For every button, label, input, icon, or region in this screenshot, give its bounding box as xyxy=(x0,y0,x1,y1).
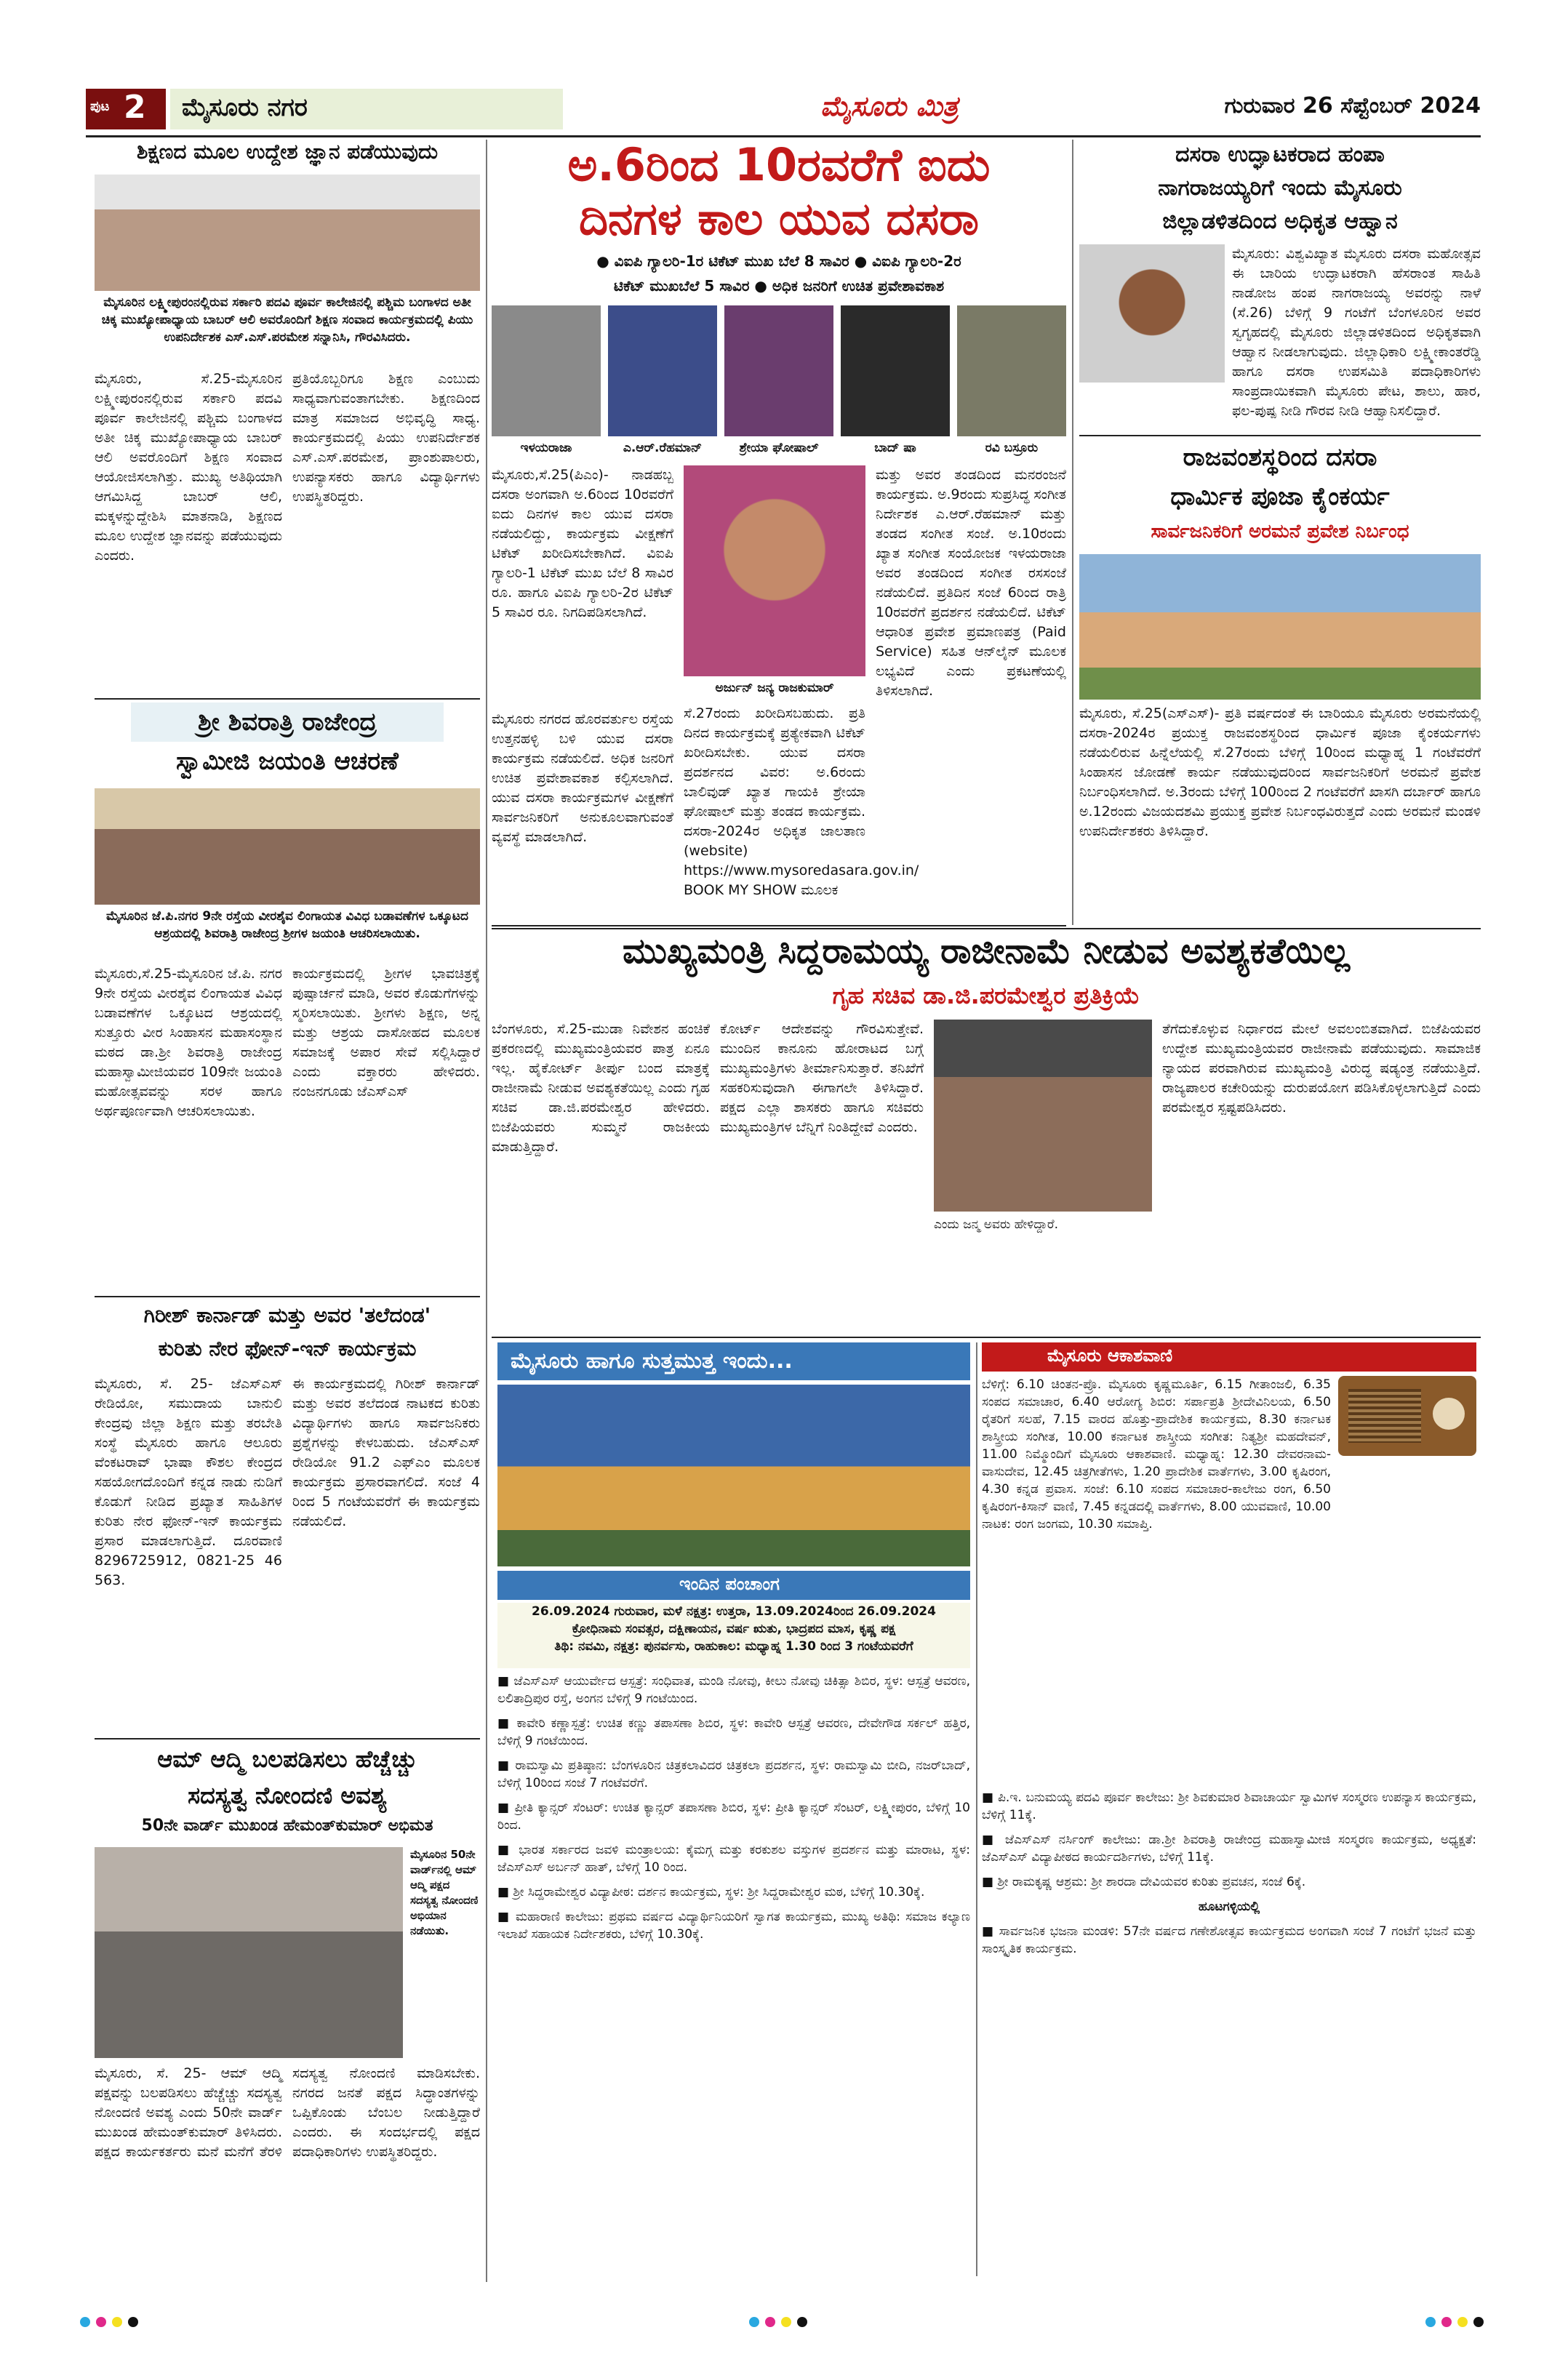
artist-name: ರವಿ ಬಸ್ರೂರು xyxy=(985,441,1039,455)
singer-photo xyxy=(684,465,865,676)
cm-kicker: ಗೃಹ ಸಚಿವ ಡಾ.ಜಿ.ಪರಮೇಶ್ವರ ಪ್ರತಿಕ್ರಿಯೆ xyxy=(832,982,1140,1009)
artist-name: ಶ್ರೇಯಾ ಘೋಷಾಲ್ xyxy=(739,441,819,455)
aap-headline-line1: ಆಮ್ ಆದ್ಮಿ ಬಲಪಡಿಸಲು ಹೆಚ್ಚೆಚ್ಚು xyxy=(157,1745,417,1773)
panchanga-line1: 26.09.2024 ಗುರುವಾರ, ಮಳೆ ನಕ್ಷತ್ರ: ಉತ್ತರಾ, 13.09.2024ರಿಂದ 26.09.2024 xyxy=(532,1604,936,1619)
palace-puja-body: ಮೈಸೂರು, ಸೆ.25(ಎಸ್ಎಸ್)- ಪ್ರತಿ ವರ್ಷದಂತೆ ಈ ಬಾರಿಯೂ ಮೈಸೂರು ಅರಮನೆಯಲ್ಲಿ ದಸರಾ-2024ರ ಪ್ರಯುಕ್ತ ರಾಜವಂಶಸ್ಥರಿಂದ ಧಾರ್ಮಿಕ ಪೂಜಾ ಕೈಂಕರ್ಯಗಳು ನಡೆಯಲಿರುವ ಹಿನ್ನೆಲೆಯಲ್ಲಿ ಸೆ.27ರಂದು ಬೆಳಿಗ್ಗೆ 10ರಿಂದ ಮಧ್ಯಾಹ್ನ 1 ಗಂಟೆವರೆಗೆ ಸಿಂಹಾಸನ ಜೋಡಣೆ ಕಾರ್ಯ ನಡೆಯುವುದರಿಂದ ಸಾರ್ವಜನಿಕರಿಗೆ ಅರಮನೆ ಪ್ರವೇಶ ನಿರ್ಬಂಧಿಸಲಾಗಿದೆ. ಅ.3ರಂದು ಬೆಳಿಗ್ಗೆ 100ರಿಂದ 2 ಗಂಟೆವರೆಗೆ ಖಾಸಗಿ ದರ್ಬಾರ್ ಹಾಗೂ ಅ.12ರಂದು ವಿಜಯದಶಮಿ ಪ್ರಯುಕ್ತ ಪ್ರವೇಶ ನಿರ್ಬಂಧವಿರುತ್ತದೆ ಎಂದು ಅರಮನೆ ಮಂಡಳಿ ಉಪನಿರ್ದೇಶಕರು ತಿಳಿಸಿದ್ದಾರೆ. xyxy=(1079,705,1481,839)
jayanti-headline-line1: ಶ್ರೀ ಶಿವರಾತ್ರಿ ರಾಜೇಂದ್ರ xyxy=(131,702,444,742)
divider xyxy=(1079,435,1481,436)
artist-photo-row xyxy=(492,305,1066,458)
radio-speaker-grille xyxy=(1348,1389,1421,1443)
jayanti-body-col1: ಮೈಸೂರು,ಸೆ.25-ಮೈಸೂರಿನ ಜೆ.ಪಿ. ನಗರ 9ನೇ ರಸ್ತೆಯ ವೀರಶೈವ ಲಿಂಗಾಯತ ವಿವಿಧ ಬಡಾವಣೆಗಳ ಒಕ್ಕೂಟದ ಆಶ್ರಯದಲ್ಲಿ ಸುತ್ತೂರು ವೀರ ಸಿಂಹಾಸನ ಮಹಾಸಂಸ್ಥಾನ ಮಠದ ಡಾ.ಶ್ರೀ ಶಿವರಾತ್ರಿ ರಾಜೇಂದ್ರ ಮಹಾಸ್ವಾಮೀಜಿಯವರ 109ನೇ ಜಯಂತಿ ಮಹೋತ್ಸವವನ್ನು ಸರಳ ಹಾಗೂ ಅರ್ಥಪೂರ್ಣವಾಗಿ ಆಚರಿಸಲಾಯಿತು. xyxy=(95,966,282,1119)
jayanti-photo-caption: ಮೈಸೂರಿನ ಜೆ.ಪಿ.ನಗರ 9ನೇ ರಸ್ತೆಯ ವೀರಶೈವ ಲಿಂಗಾಯತ ವಿವಿಧ ಬಡಾವಣೆಗಳ ಒಕ್ಕೂಟದ ಆಶ್ರಯದಲ್ಲಿ ಶಿವರಾತ್ರಿ ರಾಜೇಂದ್ರ ಶ್ರೀಗಳ ಜಯಂತಿ ಆಚರಿಸಲಾಯಿತು. xyxy=(106,909,468,941)
lead-body-col2: ಸೆ.27ರಂದು ಖರೀದಿಸಬಹುದು. ಪ್ರತಿ ದಿನದ ಕಾರ್ಯಕ್ರಮಕ್ಕೆ ಪ್ರತ್ಯೇಕವಾಗಿ ಟಿಕೆಟ್ ಖರೀದಿಸಬೇಕು. ಯುವ ದಸರಾ ಪ್ರದರ್ಶನದ ವಿವರ: ಅ.6ರಂದು ಬಾಲಿವುಡ್ ಖ್ಯಾತ ಗಾಯಕಿ ಶ್ರೇಯಾ ಘೋಷಾಲ್ ಮತ್ತು ತಂಡದ ಕಾರ್ಯಕ್ರಮ. ದಸರಾ-2024ರ ಅಧಿಕೃತ ಜಾಲತಾಣ (website) https://www.mysoredasara.gov.in/ BOOK MY SHOW ಮೂಲಕ xyxy=(684,705,919,898)
radio-header: ಮೈಸೂರು ಆಕಾಶವಾಣಿ xyxy=(982,1342,1476,1372)
column-divider xyxy=(1072,140,1073,925)
artist-name: ಬಾದ್ ಷಾ xyxy=(874,441,916,455)
cm-body-col2: ಕೋರ್ಟ್ ಆದೇಶವನ್ನು ಗೌರವಿಸುತ್ತೇವೆ. ಮುಂದಿನ ಕಾನೂನು ಹೋರಾಟದ ಬಗ್ಗೆ ಮುಖ್ಯಮಂತ್ರಿಗಳು ತೀರ್ಮಾನಿಸುತ್ತಾರೆ. ತನಿಖೆಗೆ ಸಹಕರಿಸುವುದಾಗಿ ಈಗಾಗಲೇ ತಿಳಿಸಿದ್ದಾರೆ. ಪಕ್ಷದ ಎಲ್ಲಾ ಶಾಸಕರು ಹಾಗೂ ಸಚಿವರು ಮುಖ್ಯಮಂತ್ರಿಗಳ ಬೆನ್ನಿಗೆ ನಿಂತಿದ್ದೇವೆ ಎಂದರು. xyxy=(720,1021,924,1135)
aap-kicker: 50ನೇ ವಾರ್ಡ್ ಮುಖಂಡ ಹೇಮಂತ್‌ಕುಮಾರ್ ಅಭಿಮತ xyxy=(141,1817,433,1835)
hampa-portrait xyxy=(1079,244,1225,383)
palace-puja-kicker: ಸಾರ್ವಜನಿಕರಿಗೆ ಅರಮನೆ ಪ್ರವೇಶ ನಿರ್ಬಂಧ xyxy=(1151,521,1409,543)
list-item: ■ ರಾಮಸ್ವಾಮಿ ಪ್ರತಿಷ್ಠಾನ: ಬೆಂಗಳೂರಿನ ಚಿತ್ರಕಲಾವಿದರ ಚಿತ್ರಕಲಾ ಪ್ರದರ್ಶನ, ಸ್ಥಳ: ರಾಮಸ್ವಾಮಿ ಬೀದಿ, ನಜರ್‌ಬಾದ್, ಬೆಳಿಗ್ಗೆ 10ರಿಂದ ಸಂಜೆ 7 ಗಂಟೆವರೆಗೆ. xyxy=(497,1758,970,1790)
aap-headline xyxy=(95,1741,480,1814)
masthead-rule xyxy=(86,135,1481,137)
parameshwara-photo xyxy=(934,1020,1152,1212)
story-education-headline: ಶಿಕ್ಷಣದ ಮೂಲ ಉದ್ದೇಶ ಜ್ಞಾನ ಪಡೆಯುವುದು xyxy=(136,140,439,164)
panchanga-header: ಇಂದಿನ ಪಂಚಾಂಗ xyxy=(497,1571,970,1600)
listing-header: ಮೈಸೂರು ಹಾಗೂ ಸುತ್ತಮುತ್ತ ಇಂದು... xyxy=(497,1342,970,1380)
hampa-body: ಮೈಸೂರು: ವಿಶ್ವವಿಖ್ಯಾತ ಮೈಸೂರು ದಸರಾ ಮಹೋತ್ಸವ ಈ ಬಾರಿಯ ಉದ್ಘಾಟಕರಾಗಿ ಹೆಸರಾಂತ ಸಾಹಿತಿ ನಾಡೋಜ ಹಂಪ ನಾಗರಾಜಯ್ಯ ಅವರನ್ನು ನಾಳೆ (ಸೆ.26) ಬೆಳಿಗ್ಗೆ 9 ಗಂಟೆಗೆ ಬೆಂಗಳೂರಿನ ಅವರ ಸ್ವಗೃಹದಲ್ಲಿ ಮೈಸೂರು ಜಿಲ್ಲಾಡಳಿತದಿಂದ ಅಧಿಕೃತವಾಗಿ ಆಹ್ವಾನ ನೀಡಲಾಗುವುದು. ಜಿಲ್ಲಾಧಿಕಾರಿ ಲಕ್ಷ್ಮೀಕಾಂತರೆಡ್ಡಿ ಹಾಗೂ ದಸರಾ ಉಪಸಮಿತಿ ಪದಾಧಿಕಾರಿಗಳು ಸಾಂಪ್ರದಾಯಿಕವಾಗಿ ಮೈಸೂರು ಪೇಟ, ಶಾಲು, ಹಾರ, ಫಲ-ಪುಷ್ಪ ನೀಡಿ ಗೌರವ ನೀಡಿ ಆಹ್ವಾನಿಸಲಿದ್ದಾರೆ. xyxy=(1232,246,1481,419)
artist-photo xyxy=(492,305,601,436)
list-item: ■ ಸಾರ್ವಜನಿಕ ಭಜನಾ ಮಂಡಳಿ: 57ನೇ ವರ್ಷದ ಗಣೇಶೋತ್ಸವ ಕಾರ್ಯಕ್ರಮದ ಅಂಗವಾಗಿ ಸಂಜೆ 7 ಗಂಟೆಗೆ ಭಜನೆ ಮತ್ತು ಸಾಂಸ್ಕೃತಿಕ ಕಾರ್ಯಕ್ರಮ. xyxy=(982,1924,1476,1956)
cm-headline: ಮುಖ್ಯಮಂತ್ರಿ ಸಿದ್ದರಾಮಯ್ಯ ರಾಜೀನಾಮೆ ನೀಡುವ ಅವಶ್ಯಕತೆಯಿಲ್ಲ xyxy=(622,931,1351,972)
divider xyxy=(95,698,480,700)
lead-body-col3: ಮತ್ತು ಅವರ ತಂಡದಿಂದ ಮನರಂಜನೆ ಕಾರ್ಯಕ್ರಮ. ಅ.9ರಂದು ಸುಪ್ರಸಿದ್ಧ ಸಂಗೀತ ನಿರ್ದೇಶಕ ಎ.ಆರ್.ರೆಹಮಾನ್ ಮತ್ತು ತಂಡದ ಸಂಗೀತ ಸಂಜೆ. ಅ.10ರಂದು ಖ್ಯಾತ ಸಂಗೀತ ಸಂಯೋಜಕ ಇಳಯರಾಜಾ ಅವರ ತಂಡದಿಂದ ಸಂಗೀತ ರಸಸಂಜೆ ನಡೆಯಲಿದೆ. ಪ್ರತಿದಿನ ಸಂಜೆ 6ರಿಂದ ರಾತ್ರಿ 10ರವರೆಗೆ ಪ್ರದರ್ಶನ ನಡೆಯಲಿದೆ. ಟಿಕೆಟ್ ಆಧಾರಿತ ಪ್ರವೇಶ ಪ್ರಮಾಣಪತ್ರ (Paid Service) ಸಹಿತ ಆನ್‌ಲೈನ್ ಮೂಲಕ ಲಭ್ಯವಿದೆ ಎಂದು ಪ್ರಕಟಣೆಯಲ್ಲಿ ತಿಳಿಸಲಾಗಿದೆ. xyxy=(876,467,1066,699)
jayanti-event-photo xyxy=(95,788,480,905)
education-event-photo xyxy=(95,175,480,291)
issue-date: ಗುರುವಾರ 26 ಸೆಪ್ಟೆಂಬರ್ 2024 xyxy=(1224,93,1481,119)
panchanga-line2: ಕ್ರೋಧಿನಾಮ ಸಂವತ್ಸರ, ದಕ್ಷಿಣಾಯನ, ವರ್ಷ ಋತು, ಭಾದ್ರಪದ ಮಾಸ, ಕೃಷ್ಣ ಪಕ್ಷ xyxy=(572,1622,896,1636)
divider xyxy=(95,1296,480,1297)
events-list xyxy=(497,1673,970,2276)
lead-body-col1: ಮೈಸೂರು,ಸೆ.25(ಪಿಎಂ)- ನಾಡಹಬ್ಬ ದಸರಾ ಅಂಗವಾಗಿ ಅ.6ರಿಂದ 10ರವರೆಗೆ ಐದು ದಿನಗಳ ಕಾಲ ಯುವ ದಸರಾ ನಡೆಯಲಿದ್ದು, ಕಾರ್ಯಕ್ರಮ ವೀಕ್ಷಣೆಗೆ ಟಿಕೆಟ್ ಖರೀದಿಸಬೇಕಾಗಿದೆ. ವಿಐಪಿ ಗ್ಯಾಲರಿ-1 ಟಿಕೆಟ್ ಮುಖ ಬೆಲೆ 8 ಸಾವಿರ ರೂ. ಹಾಗೂ ವಿಐಪಿ ಗ್ಯಾಲರಿ-2ರ ಟಿಕೆಟ್ 5 ಸಾವಿರ ರೂ. ನಿಗದಿಪಡಿಸಲಾಗಿದೆ. xyxy=(492,467,673,620)
phone-in-headline-line2: ಕುರಿತು ನೇರ ಫೋನ್-ಇನ್ ಕಾರ್ಯಕ್ರಮ xyxy=(158,1337,417,1361)
list-item: ■ ಶ್ರೀ ಸಿದ್ದರಾಮೇಶ್ವರ ವಿದ್ಯಾಪೀಠ: ದರ್ಶನ ಕಾರ್ಯಕ್ರಮ, ಸ್ಥಳ: ಶ್ರೀ ಸಿದ್ದರಾಮೇಶ್ವರ ಮಠ, ಬೆಳಿಗ್ಗೆ 10.30ಕ್ಕೆ. xyxy=(497,1885,925,1899)
paper-name: ಮೈಸೂರು ಮಿತ್ರ xyxy=(820,90,959,122)
jayanti-headline xyxy=(95,702,480,784)
page-label: ಪುಟ xyxy=(90,99,110,114)
list-item: ■ ಜೆಎಸ್ಎಸ್ ನರ್ಸಿಂಗ್ ಕಾಲೇಜು: ಡಾ.ಶ್ರೀ ಶಿವರಾತ್ರಿ ರಾಜೇಂದ್ರ ಮಹಾಸ್ವಾಮೀಜಿ ಸಂಸ್ಮರಣ ಕಾರ್ಯಕ್ರಮ, ಅಧ್ಯಕ್ಷತೆ: ಜೆಎಸ್ಎಸ್ ವಿದ್ಯಾಪೀಠದ ಕಾರ್ಯದರ್ಶಿಗಳು, ಬೆಳಿಗ್ಗೆ 11ಕ್ಕೆ. xyxy=(982,1833,1476,1865)
list-item: ■ ಪಿ.ಇ. ಬನುಮಯ್ಯ ಪದವಿ ಪೂರ್ವ ಕಾಲೇಜು: ಶ್ರೀ ಶಿವಕುಮಾರ ಶಿವಾಚಾರ್ಯ ಸ್ವಾಮಿಗಳ ಸಂಸ್ಮರಣ ಉಪನ್ಯಾಸ ಕಾರ್ಯಕ್ರಮ, ಬೆಳಿಗ್ಗೆ 11ಕ್ಕೆ. xyxy=(982,1790,1476,1822)
palace-puja-headline xyxy=(1079,438,1481,519)
aap-photo-caption: ಮೈಸೂರಿನ 50ನೇ ವಾರ್ಡ್‌ನಲ್ಲಿ ಆಮ್ ಆದ್ಮಿ ಪಕ್ಷದ ಸದಸ್ಯತ್ವ ನೋಂದಣಿ ಅಭಿಯಾನ ನಡೆಯಿತು. xyxy=(410,1848,479,1937)
palace-puja-headline-line2: ಧಾರ್ಮಿಕ ಪೂಜಾ ಕೈಂಕರ್ಯ xyxy=(1170,482,1390,511)
education-photo-caption: ಮೈಸೂರಿನ ಲಕ್ಷ್ಮೀಪುರಂನಲ್ಲಿರುವ ಸರ್ಕಾರಿ ಪದವಿ ಪೂರ್ವ ಕಾಲೇಜಿನಲ್ಲಿ ಪಶ್ಚಿಮ ಬಂಗಾಳದ ಅತೀ ಚಿಕ್ಕ ಮುಖ್ಯೋಪಾಧ್ಯಾಯ ಬಾಬರ್ ಆಲಿ ಅವರೊಂದಿಗೆ ಶಿಕ್ಷಣ ಸಂವಾದ ಕಾರ್ಯಕ್ರಮದಲ್ಲಿ ಪಿಯು ಉಪನಿರ್ದೇಶಕ ಎಸ್.ಎಸ್.ಪರಮೇಶ ಸನ್ನಾನಿಸಿ, ಗೌರವಿಸಿದರು. xyxy=(101,295,473,345)
jayanti-headline-line2: ಸ್ವಾಮೀಜಿ ಜಯಂತಿ ಆಚರಣೆ xyxy=(176,747,399,776)
registration-marks xyxy=(80,2317,1488,2334)
artist-photo xyxy=(841,305,950,436)
radio-dial xyxy=(1433,1398,1465,1430)
list-item-footer: ಹೂಟಗಳ್ಳಿಯಲ್ಲಿ xyxy=(1198,1899,1260,1914)
right-events-list xyxy=(982,1789,1476,2276)
parameshwara-photo-caption: ಎಂದು ಜನ್ಮ ಅವರು ಹೇಳಿದ್ದಾರೆ. xyxy=(934,1217,1058,1232)
column-divider xyxy=(486,140,487,2282)
section-label: ಮೈಸೂರು ನಗರ xyxy=(170,89,563,129)
hampa-headline-line1: ದಸರಾ ಉದ್ಘಾಟಕರಾದ ಹಂಪಾ xyxy=(1175,142,1385,167)
cm-body-col3: ತೆಗೆದುಕೊಳ್ಳುವ ನಿರ್ಧಾರದ ಮೇಲೆ ಅವಲಂಬಿತವಾಗಿದೆ. ಬಿಜೆಪಿಯವರ ಉದ್ದೇಶ ಮುಖ್ಯಮಂತ್ರಿಯವರ ರಾಜೀನಾಮೆ ಪಡೆಯುವುದು. ಸಾಮಾಜಿಕ ನ್ಯಾಯದ ಪರವಾಗಿರುವ ಮುಖ್ಯಮಂತ್ರಿ ವಿರುದ್ಧ ಷಡ್ಯಂತ್ರ ನಡೆಯುತ್ತಿದೆ. ರಾಜ್ಯಪಾಲರ ಕಚೇರಿಯನ್ನು ದುರುಪಯೋಗ ಪಡಿಸಿಕೊಳ್ಳಲಾಗುತ್ತಿದೆ ಎಂದು ಪರಮೇಶ್ವರ ಸ್ಪಷ್ಟಪಡಿಸಿದರು. xyxy=(1162,1021,1481,1116)
artist-name: ಎ.ಆರ್.ರೆಹಮಾನ್ xyxy=(623,441,703,455)
artist-photo xyxy=(724,305,833,436)
lead-headline-line1: ಅ.6ರಿಂದ 10ರವರೆಗೆ ಐದು xyxy=(567,138,991,191)
list-item: ■ ಭಾರತ ಸರ್ಕಾರದ ಜವಳಿ ಮಂತ್ರಾಲಯ: ಕೈಮಗ್ಗ ಮತ್ತು ಕರಕುಶಲ ವಸ್ತುಗಳ ಪ್ರದರ್ಶನ ಮತ್ತು ಮಾರಾಟ, ಸ್ಥಳ: ಜೆಎಸ್ಎಸ್ ಅರ್ಬನ್ ಹಾತ್, ಬೆಳಿಗ್ಗೆ 10 ರಿಂದ. xyxy=(497,1843,970,1875)
panchanga-details xyxy=(497,1603,970,1668)
lead-deck xyxy=(492,249,1066,301)
list-item: ■ ಪ್ರೀತಿ ಕ್ಯಾನ್ಸರ್ ಸೆಂಟರ್: ಉಚಿತ ಕ್ಯಾನ್ಸರ್ ತಪಾಸಣಾ ಶಿಬಿರ, ಸ್ಥಳ: ಪ್ರೀತಿ ಕ್ಯಾನ್ಸರ್ ಸೆಂಟರ್, ಲಕ್ಷ್ಮೀಪುರಂ, ಬೆಳಿಗ್ಗೆ 10 ರಿಂದ. xyxy=(497,1801,970,1833)
aap-headline-line2: ಸದಸ್ಯತ್ವ ನೋಂದಣಿ ಅವಶ್ಯ xyxy=(188,1782,387,1809)
palace-night-photo xyxy=(497,1385,970,1566)
mysore-palace-photo xyxy=(1079,554,1481,700)
lead-deck-line1: ● ವಿಐಪಿ ಗ್ಯಾಲರಿ-1ರ ಟಿಕೆಟ್ ಮುಖ ಬೆಲೆ 8 ಸಾವಿರ ● ವಿಐಪಿ ಗ್ಯಾಲರಿ-2ರ xyxy=(596,252,961,270)
radio-set-icon xyxy=(1338,1376,1476,1456)
singer-caption: ಅರ್ಜುನ್ ಜನ್ಯ ರಾಜಕುಮಾರ್ xyxy=(715,681,834,695)
lead-headline xyxy=(492,138,1066,246)
list-item: ■ ಜೆಎಸ್ಎಸ್ ಆಯುರ್ವೇದ ಆಸ್ಪತ್ರೆ: ಸಂಧಿವಾತ, ಮಂಡಿ ನೋವು, ಕೀಲು ನೋವು ಚಿಕಿತ್ಸಾ ಶಿಬಿರ, ಸ್ಥಳ: ಆಸ್ಪತ್ರೆ ಆವರಣ, ಲಲಿತಾದ್ರಿಪುರ ರಸ್ತೆ, ಅಂಗನ ಬೆಳಿಗ್ಗೆ 9 ಗಂಟೆಯಿಂದ. xyxy=(497,1674,970,1706)
education-body-col2: ಪ್ರತಿಯೊಬ್ಬರಿಗೂ ಶಿಕ್ಷಣ ಎಂಬುದು ಸಾಧ್ಯವಾಗುವಂತಾಗಬೇಕು. ಶಿಕ್ಷಣದಿಂದ ಮಾತ್ರ ಸಮಾಜದ ಅಭಿವೃದ್ಧಿ ಸಾಧ್ಯ. ಕಾರ್ಯಕ್ರಮದಲ್ಲಿ ಪಿಯು ಉಪನಿರ್ದೇಶಕ ಎಸ್.ಎಸ್.ಪರಮೇಶ, ಪ್ರಾಂಶುಪಾಲರು, ಉಪನ್ಯಾಸಕರು ಹಾಗೂ ವಿದ್ಯಾರ್ಥಿಗಳು ಉಪಸ್ಥಿತರಿದ್ದರು. xyxy=(292,371,480,505)
hampa-headline-line2: ನಾಗರಾಜಯ್ಯರಿಗೆ ಇಂದು ಮೈಸೂರು xyxy=(1158,175,1402,201)
phone-in-body-col2: ಈ ಕಾರ್ಯಕ್ರಮದಲ್ಲಿ ಗಿರೀಶ್ ಕಾರ್ನಾಡ್ ಮತ್ತು ಅವರ ತಲೆದಂಡ ನಾಟಕದ ಕುರಿತು ವಿದ್ಯಾರ್ಥಿಗಳು ಹಾಗೂ ಸಾರ್ವಜನಿಕರು ಪ್ರಶ್ನೆಗಳನ್ನು ಕೇಳಬಹುದು. ಜೆಎಸ್ಎಸ್ ರೇಡಿಯೋ 91.2 ಎಫ್ಎಂ ಮೂಲಕ ಕಾರ್ಯಕ್ರಮ ಪ್ರಸಾರವಾಗಲಿದೆ. ಸಂಜೆ 4 ರಿಂದ 5 ಗಂಟೆಯವರೆಗೆ ಈ ಕಾರ್ಯಕ್ರಮ ನಡೆಯಲಿದೆ. xyxy=(292,1376,480,1529)
list-item: ■ ಶ್ರೀ ರಾಮಕೃಷ್ಣ ಆಶ್ರಮ: ಶ್ರೀ ಶಾರದಾ ದೇವಿಯವರ ಕುರಿತು ಪ್ರವಚನ, ಸಂಜೆ 6ಕ್ಕೆ. xyxy=(982,1875,1306,1889)
divider xyxy=(492,1337,1481,1338)
aap-body: ಮೈಸೂರು, ಸೆ. 25- ಆಮ್ ಆದ್ಮಿ ಪಕ್ಷವನ್ನು ಬಲಪಡಿಸಲು ಹೆಚ್ಚೆಚ್ಚು ಸದಸ್ಯತ್ವ ನೋಂದಣಿ ಅವಶ್ಯ ಎಂದು 50ನೇ ವಾರ್ಡ್ ಮುಖಂಡ ಹೇಮಂತ್‌ಕುಮಾರ್ ತಿಳಿಸಿದರು. ಪಕ್ಷದ ಕಾರ್ಯಕರ್ತರು ಮನೆ ಮನೆಗೆ ತೆರಳಿ ಸದಸ್ಯತ್ವ ನೋಂದಣಿ ಮಾಡಿಸಬೇಕು. ನಗರದ ಜನತೆ ಪಕ್ಷದ ಸಿದ್ಧಾಂತಗಳನ್ನು ಒಪ್ಪಿಕೊಂಡು ಬೆಂಬಲ ನೀಡುತ್ತಿದ್ದಾರೆ ಎಂದರು. ಈ ಸಂದರ್ಭದಲ್ಲಿ ಪಕ್ಷದ ಪದಾಧಿಕಾರಿಗಳು ಉಪಸ್ಥಿತರಿದ್ದರು. xyxy=(95,2065,480,2160)
divider xyxy=(95,1738,480,1740)
phone-in-headline xyxy=(95,1299,480,1369)
hampa-headline-line3: ಜಿಲ್ಲಾಡಳಿತದಿಂದ ಅಧಿಕೃತ ಆಹ್ವಾನ xyxy=(1162,209,1398,234)
artist-photo xyxy=(957,305,1066,436)
column-divider xyxy=(976,1342,977,2276)
page-number: 2 xyxy=(124,89,146,126)
panchanga-line3: ತಿಥಿ: ನವಮಿ, ನಕ್ಷತ್ರ: ಪುನರ್ವಸು, ರಾಹುಕಾಲ: ಮಧ್ಯಾಹ್ನ 1.30 ರಿಂದ 3 ಗಂಟೆಯವರೆಗೆ xyxy=(554,1639,913,1654)
cm-body-col1: ಬೆಂಗಳೂರು, ಸೆ.25-ಮುಡಾ ನಿವೇಶನ ಹಂಚಿಕೆ ಪ್ರಕರಣದಲ್ಲಿ ಮುಖ್ಯಮಂತ್ರಿಯವರ ಪಾತ್ರ ಏನೂ ಇಲ್ಲ. ಹೈಕೋರ್ಟ್ ತೀರ್ಪು ಬಂದ ಮಾತ್ರಕ್ಕೆ ರಾಜೀನಾಮೆ ನೀಡುವ ಅವಶ್ಯಕತೆಯಿಲ್ಲ ಎಂದು ಗೃಹ ಸಚಿವ ಡಾ.ಜಿ.ಪರಮೇಶ್ವರ ಹೇಳಿದರು. ಬಿಜೆಪಿಯವರು ಸುಮ್ಮನೆ ರಾಜಕೀಯ ಮಾಡುತ್ತಿದ್ದಾರೆ. xyxy=(492,1021,710,1155)
education-body-col1: ಮೈಸೂರು, ಸೆ.25-ಮೈಸೂರಿನ ಲಕ್ಷ್ಮೀಪುರಂನಲ್ಲಿರುವ ಸರ್ಕಾರಿ ಪದವಿ ಪೂರ್ವ ಕಾಲೇಜಿನಲ್ಲಿ ಪಶ್ಚಿಮ ಬಂಗಾಳದ ಅತೀ ಚಿಕ್ಕ ಮುಖ್ಯೋಪಾಧ್ಯಾಯ ಬಾಬರ್ ಆಲಿ ಅವರೊಂದಿಗೆ ಶಿಕ್ಷಣ ಸಂವಾದ ಆಯೋಜಿಸಲಾಗಿತ್ತು. ಮುಖ್ಯ ಅತಿಥಿಯಾಗಿ ಆಗಮಿಸಿದ್ದ ಬಾಬರ್ ಆಲಿ, ಮಕ್ಕಳನ್ನುದ್ದೇಶಿಸಿ ಮಾತನಾಡಿ, ಶಿಕ್ಷಣದ ಮೂಲ ಉದ್ದೇಶ ಜ್ಞಾನವನ್ನು ಪಡೆಯುವುದು ಎಂದರು. xyxy=(95,371,282,564)
page-number-badge xyxy=(86,89,166,129)
masthead xyxy=(86,86,1481,132)
lead-deck-line2: ಟಿಕೆಟ್ ಮುಖಬೆಲೆ 5 ಸಾವಿರ ● ಅಧಿಕ ಜನರಿಗೆ ಉಚಿತ ಪ್ರವೇಶಾವಕಾಶ xyxy=(613,277,945,295)
aap-event-photo xyxy=(95,1847,403,2058)
divider xyxy=(492,925,1066,926)
artist-photo xyxy=(608,305,717,436)
phone-in-body-col1: ಮೈಸೂರು, ಸೆ. 25- ಜೆಎಸ್ಎಸ್ ರೇಡಿಯೋ, ಸಮುದಾಯ ಬಾನುಲಿ ಕೇಂದ್ರವು ಜಿಲ್ಲಾ ಶಿಕ್ಷಣ ಮತ್ತು ತರಬೇತಿ ಸಂಸ್ಥೆ ಮೈಸೂರು ಹಾಗೂ ಆಲೂರು ವೆಂಕಟರಾವ್ ಭಾಷಾ ಕೌಶಲ ಕೇಂದ್ರದ ಸಹಯೋಗದೊಂದಿಗೆ ಕನ್ನಡ ನಾಡು ನುಡಿಗೆ ಕೊಡುಗೆ ನೀಡಿದ ಪ್ರಖ್ಯಾತ ಸಾಹಿತಿಗಳ ಕುರಿತು ನೇರ ಫೋನ್-ಇನ್ ಕಾರ್ಯಕ್ರಮ ಪ್ರಸಾರ ಮಾಡಲಾಗುತ್ತಿದೆ. ದೂರವಾಣಿ 8296725912, 0821-25 46 563. xyxy=(95,1376,282,1588)
divider xyxy=(492,928,1481,929)
artist-name: ಇಳಯರಾಜಾ xyxy=(520,441,572,455)
lead-body-col1b: ಮೈಸೂರು ನಗರದ ಹೊರವರ್ತುಲ ರಸ್ತೆಯ ಉತ್ತನಹಳ್ಳಿ ಬಳಿ ಯುವ ದಸರಾ ಕಾರ್ಯಕ್ರಮ ನಡೆಯಲಿದೆ. ಅಧಿಕ ಜನರಿಗೆ ಉಚಿತ ಪ್ರವೇಶಾವಕಾಶ ಕಲ್ಪಿಸಲಾಗಿದೆ. ಯುವ ದಸರಾ ಕಾರ್ಯಕ್ರಮಗಳ ವೀಕ್ಷಣೆಗೆ ಸಾರ್ವಜನಿಕರಿಗೆ ಅನುಕೂಲವಾಗುವಂತೆ ವ್ಯವಸ್ಥೆ ಮಾಡಲಾಗಿದೆ. xyxy=(492,711,673,845)
phone-in-headline-line1: ಗಿರೀಶ್ ಕಾರ್ನಾಡ್ ಮತ್ತು ಅವರ 'ತಲೆದಂಡ' xyxy=(143,1303,431,1327)
radio-schedule: ಬೆಳಿಗ್ಗೆ: 6.10 ಚಿಂತನ-ಪ್ರೊ. ಮೈಸೂರು ಕೃಷ್ಣಮೂರ್ತಿ, 6.15 ಗೀತಾಂಜಲಿ, 6.35 ಸಂಪದ ಸಮಾಚಾರ, 6.40 ಆರೋಗ್ಯ ಶಿಬಿರ: ಸರ್ಪಾಪ್ರತಿ ಶ್ರೀದೇವಿನಿಲಯ, 6.50 ರೈತರಿಗೆ ಸಲಹೆ, 7.15 ವಾರದ ಹೊತ್ತು-ಪ್ರಾದೇಶಿಕ ಕಾರ್ಯಕ್ರಮ, 8.30 ಕರ್ನಾಟಕ ಶಾಸ್ತ್ರೀಯ ಸಂಗೀತ, 10.00 ಕರ್ನಾಟಕ ಶಾಸ್ತ್ರೀಯ ಸಂಗೀತ: ನಿತ್ಯಶ್ರೀ ಮಹದೇವನ್, 11.00 ನಿಮ್ಮೊಂದಿಗೆ ಮೈಸೂರು ಆಕಾಶವಾಣಿ. ಮಧ್ಯಾಹ್ನ: 12.30 ದೇವರನಾಮ-ವಾಸುದೇವ, 12.45 ಚಿತ್ರಗೀತೆಗಳು, 1.20 ಪ್ರಾದೇಶಿಕ ವಾರ್ತೆಗಳು, 3.00 ಕೃಷಿರಂಗ, 4.30 ಕನ್ನಡ ಪ್ರವಾಸ. ಸಂಜೆ: 6.10 ಸಂಪದ ಸಮಾಚಾರ-ಕಾಲೇಜು ರಂಗ, 6.50 ಕೃಷಿರಂಗ-ಕಿಸಾನ್ ವಾಣಿ, 7.45 ಕನ್ನಡದಲ್ಲಿ ವಾರ್ತೆಗಳು, 8.00 ಯುವವಾಣಿ, 10.00 ನಾಟಕ: ರಂಗ ಜಂಗಮ, 10.30 ಸಮಾಪ್ತಿ. xyxy=(982,1377,1331,1532)
jayanti-body-col2: ಕಾರ್ಯಕ್ರಮದಲ್ಲಿ ಶ್ರೀಗಳ ಭಾವಚಿತ್ರಕ್ಕೆ ಪುಷ್ಪಾರ್ಚನೆ ಮಾಡಿ, ಅವರ ಕೊಡುಗೆಗಳನ್ನು ಸ್ಮರಿಸಲಾಯಿತು. ಶ್ರೀಗಳು ಶಿಕ್ಷಣ, ಅನ್ನ ಮತ್ತು ಆಶ್ರಯ ದಾಸೋಹದ ಮೂಲಕ ಸಮಾಜಕ್ಕೆ ಅಪಾರ ಸೇವೆ ಸಲ್ಲಿಸಿದ್ದಾರೆ ಎಂದು ವಕ್ತಾರರು ಹೇಳಿದರು. ನಂಜನಗೂಡು ಜೆಎಸ್ಎಸ್ xyxy=(292,966,480,1100)
list-item: ■ ಮಹಾರಾಣಿ ಕಾಲೇಜು: ಪ್ರಥಮ ವರ್ಷದ ವಿದ್ಯಾರ್ಥಿನಿಯರಿಗೆ ಸ್ವಾಗತ ಕಾರ್ಯಕ್ರಮ, ಮುಖ್ಯ ಅತಿಥಿ: ಸಮಾಜ ಕಲ್ಯಾಣ ಇಲಾಖೆ ಸಹಾಯಕ ನಿರ್ದೇಶಕರು, ಬೆಳಿಗ್ಗೆ 10.30ಕ್ಕೆ. xyxy=(497,1910,970,1942)
lead-headline-line2: ದಿನಗಳ ಕಾಲ ಯುವ ದಸರಾ xyxy=(578,192,980,245)
hampa-headline xyxy=(1079,138,1481,240)
list-item: ■ ಕಾವೇರಿ ಕಣ್ಣಾಸ್ಪತ್ರೆ: ಉಚಿತ ಕಣ್ಣು ತಪಾಸಣಾ ಶಿಬಿರ, ಸ್ಥಳ: ಕಾವೇರಿ ಆಸ್ಪತ್ರೆ ಆವರಣ, ದೇವೇಗೌಡ ಸರ್ಕಲ್ ಹತ್ತಿರ, ಬೆಳಿಗ್ಗೆ 9 ಗಂಟೆಯಿಂದ. xyxy=(497,1716,970,1748)
palace-puja-headline-line1: ರಾಜವಂಶಸ್ಥರಿಂದ ದಸರಾ xyxy=(1183,443,1377,472)
